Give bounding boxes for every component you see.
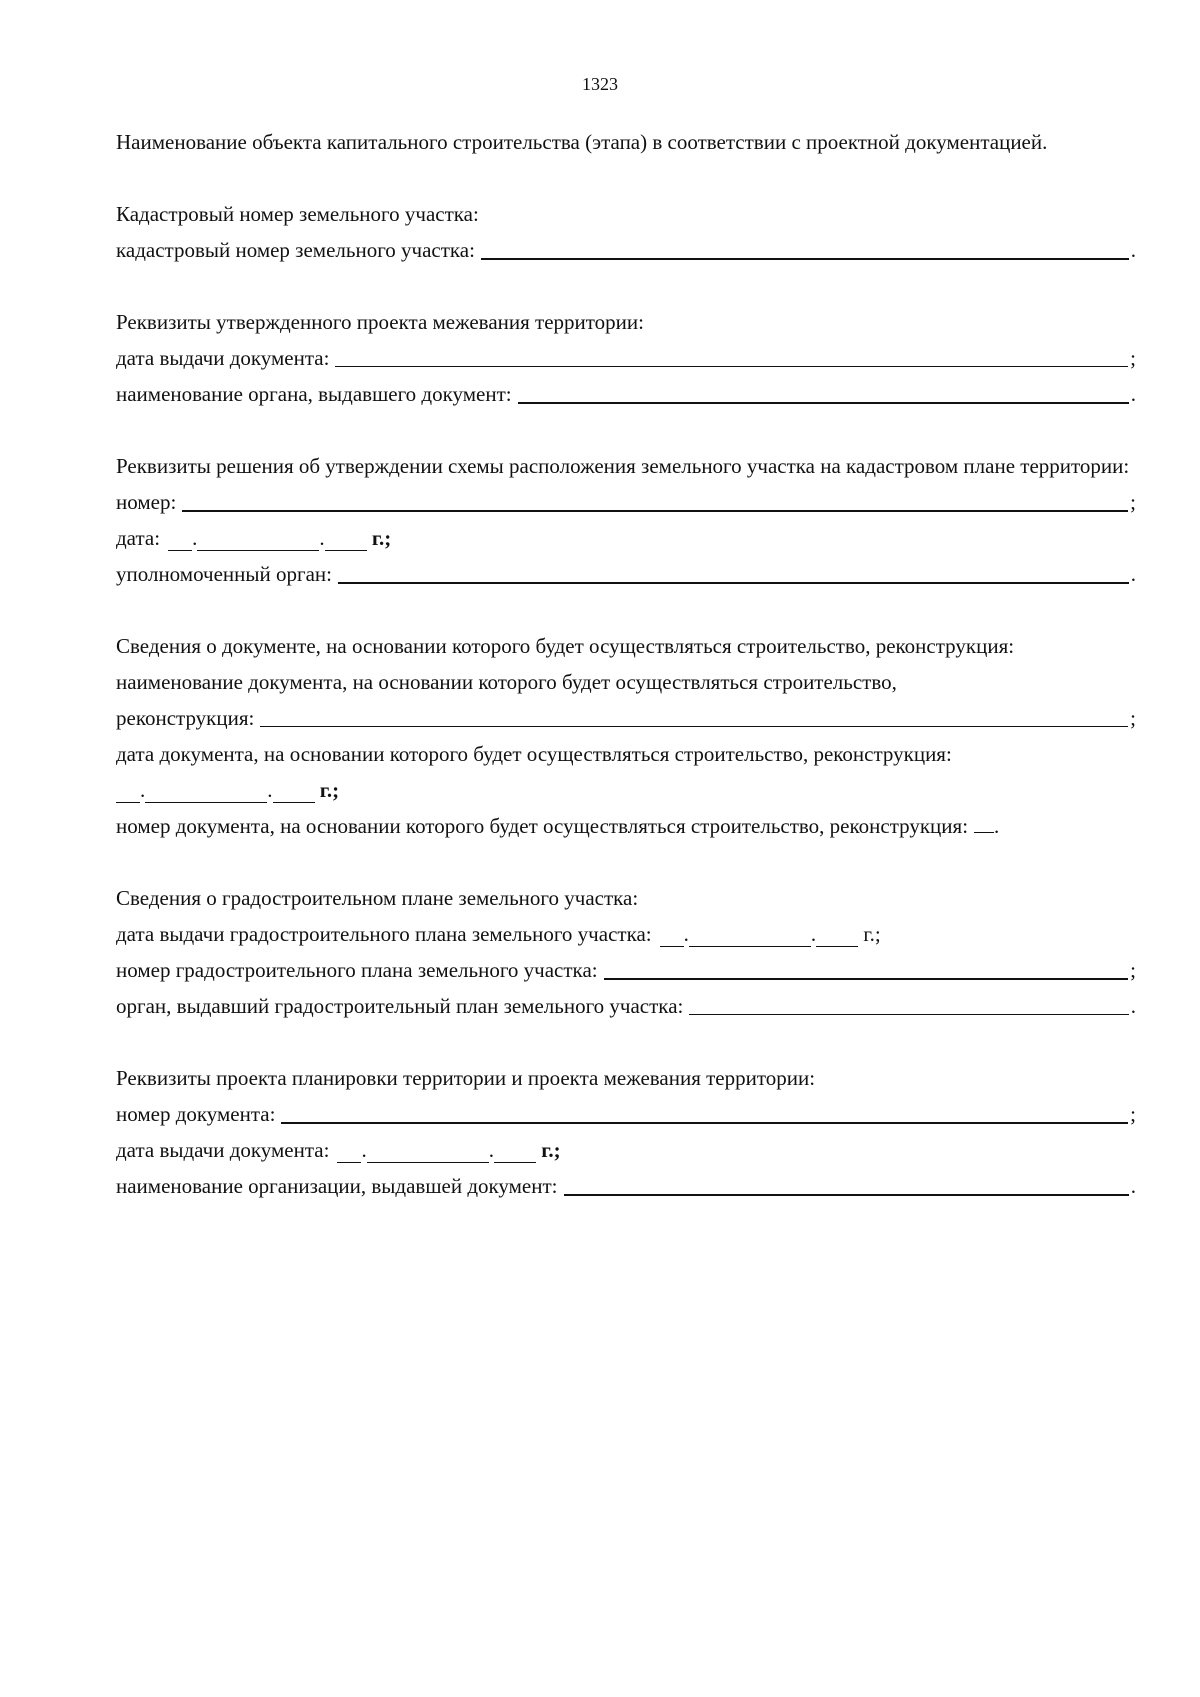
gradplan-number-end: ; [1130,958,1136,982]
planning-heading [116,1060,1136,1096]
planning-date-day-blank[interactable] [337,1140,361,1163]
gradplan-heading [116,880,1136,916]
planning-number-blank[interactable] [281,1100,1128,1124]
scheme-date-year-blank[interactable] [325,528,367,551]
cadastral-heading [116,196,1136,232]
cadastral-number-blank[interactable] [481,236,1129,260]
page-number: 1323 [582,74,618,94]
scheme-date-sep2: . [319,526,325,550]
construction-name-label-1: наименование документа, на основании которого будет осуществляться строительство, [116,670,897,694]
construction-date-label-row [116,736,1136,772]
survey-heading-text: Реквизиты утвержденного проекта межевания территории: [116,310,644,334]
construction-date-label: дата документа, на основании которого будет осуществляться строительство, реконструкция: [116,742,952,766]
object-name-text: Наименование объекта капитального строительства (этапа) в соответствии с проектной документацией. [116,130,1048,154]
gradplan-date-row [116,916,1136,952]
cadastral-field-label: кадастровый номер земельного участка: [116,238,475,262]
planning-date-sep2: . [488,1138,494,1162]
section-gradplan [116,880,1136,1024]
construction-date-row [116,772,1136,808]
gradplan-heading-text: Сведения о градостроительном плане земельного участка: [116,886,639,910]
gradplan-number-blank[interactable] [604,956,1129,980]
scheme-date-suffix: г.; [371,526,392,550]
survey-date-blank[interactable] [335,344,1128,367]
construction-date-sep1: . [140,778,146,802]
construction-date-suffix: г.; [319,778,340,802]
gradplan-date-label: дата выдачи градостроительного плана земельного участка: [116,922,652,946]
survey-org-label: наименование органа, выдавшего документ: [116,382,512,406]
cadastral-field-row [116,232,1136,268]
cadastral-heading-text: Кадастровый номер земельного участка: [116,202,479,226]
scheme-authority-label: уполномоченный орган: [116,562,332,586]
planning-date-row [116,1132,1136,1168]
planning-date-label: дата выдачи документа: [116,1138,330,1162]
section-planning-project [116,1060,1136,1204]
cadastral-end: . [1130,238,1136,262]
survey-heading [116,304,1136,340]
planning-number-row [116,1096,1136,1132]
gradplan-number-row [116,952,1136,988]
scheme-authority-end: . [1130,562,1136,586]
planning-date-field[interactable] [337,1132,560,1168]
gradplan-number-label: номер градостроительного плана земельного участка: [116,958,598,982]
scheme-number-end: ; [1130,490,1136,514]
scheme-date-sep1: . [192,526,198,550]
gradplan-date-year-blank[interactable] [816,924,858,947]
scheme-number-blank[interactable] [182,488,1128,512]
gradplan-date-sep2: . [810,922,817,946]
construction-name-blank[interactable] [260,704,1128,727]
survey-org-end: . [1130,382,1136,406]
scheme-number-label: номер: [116,490,177,514]
survey-date-row [116,340,1136,376]
gradplan-org-label: орган, выдавший градостроительный план земельного участка: [116,994,684,1018]
construction-date-field[interactable] [116,772,339,808]
construction-number-row [116,808,1136,844]
gradplan-date-month-blank[interactable] [689,924,811,947]
planning-number-label: номер документа: [116,1102,276,1126]
planning-date-sep1: . [361,1138,367,1162]
construction-date-day-blank[interactable] [116,780,140,803]
planning-heading-text: Реквизиты проекта планировки территории и проекта межевания территории: [116,1066,816,1090]
section-scheme-decision [116,448,1136,592]
scheme-number-row [116,484,1136,520]
scheme-date-label: дата: [116,526,161,550]
gradplan-date-field[interactable] [660,916,881,952]
survey-date-label: дата выдачи документа: [116,346,330,370]
planning-date-suffix: г.; [541,1138,561,1162]
scheme-authority-blank[interactable] [338,560,1129,584]
construction-name-end: ; [1130,706,1136,730]
section-cadastral [116,196,1136,268]
planning-org-row [116,1168,1136,1204]
planning-org-label: наименование организации, выдавшей документ: [116,1174,558,1198]
survey-org-blank[interactable] [518,380,1129,404]
survey-org-row [116,376,1136,412]
scheme-date-day-blank[interactable] [168,528,192,551]
section-object-name [116,124,1136,160]
construction-number-blank[interactable] [974,810,994,833]
gradplan-org-row [116,988,1136,1024]
section-construction-document [116,628,1136,844]
planning-org-end: . [1130,1174,1136,1198]
scheme-date-row [116,520,1136,556]
gradplan-date-day-blank[interactable] [660,924,684,947]
planning-org-blank[interactable] [564,1172,1129,1196]
construction-date-sep2: . [267,778,273,802]
scheme-date-month-blank[interactable] [197,528,319,551]
gradplan-org-blank[interactable] [689,992,1128,1015]
construction-number-end: . [994,814,1000,838]
construction-number-label: номер документа, на основании которого будет осуществляться строительство, реконструкция: [116,814,969,838]
planning-number-end: ; [1130,1102,1136,1126]
construction-date-year-blank[interactable] [273,780,315,803]
scheme-heading: Реквизиты решения об утверждении схемы расположения земельного участка на кадастровом плане территории: [116,454,1130,478]
gradplan-org-end: . [1130,994,1136,1018]
construction-name-row [116,700,1136,736]
construction-name-label-line1 [116,664,1136,700]
section-survey-project [116,304,1136,412]
scheme-date-field[interactable] [168,520,391,556]
form-content [116,124,1136,1240]
survey-date-end: ; [1130,346,1136,370]
planning-date-month-blank[interactable] [367,1140,489,1163]
scheme-authority-row [116,556,1136,592]
construction-date-month-blank[interactable] [145,780,267,803]
gradplan-date-sep1: . [683,922,689,946]
planning-date-year-blank[interactable] [494,1140,536,1163]
construction-name-label-2: реконструкция: [116,706,255,730]
gradplan-date-suffix: г.; [863,922,881,946]
construction-heading: Сведения о документе, на основании которого будет осуществляться строительство, реконструкция: [116,634,1015,658]
